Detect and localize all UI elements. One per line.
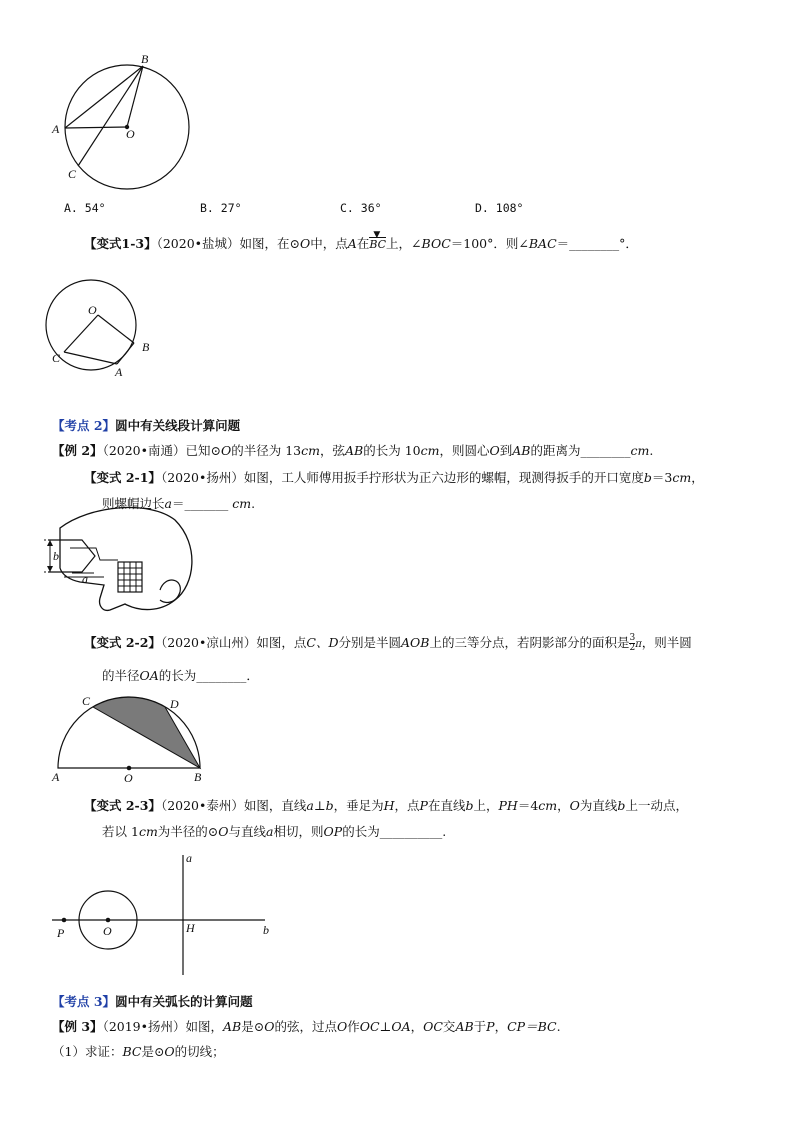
question-text: 是⊙ [141, 1044, 165, 1059]
point-label-o: O [88, 303, 97, 317]
section-tag: 【考点 3】 [52, 994, 116, 1009]
point-label-o: O [126, 127, 135, 141]
option-a[interactable]: A. 54° [64, 201, 106, 215]
question-text: 则螺帽边长 [102, 496, 165, 511]
math-var: C、D [306, 635, 339, 650]
question-text: 与直线 [228, 824, 267, 839]
math-var: O [300, 236, 311, 251]
label-a: a [82, 572, 88, 586]
point-label-c: C [68, 167, 77, 181]
point-label-c: C [82, 694, 91, 708]
section-title: 圆中有关弧长的计算问题 [115, 994, 253, 1009]
question-text: 已知⊙ [185, 443, 221, 458]
question-text: （1）求证： [52, 1044, 123, 1059]
math-var: BOC [421, 236, 451, 251]
question-text: ， [494, 1019, 508, 1034]
question-tag: 【变式 2-1】 [84, 470, 161, 485]
math-var: AB [223, 1019, 242, 1034]
question-text: 交 [442, 1019, 456, 1034]
question-text: 于 [473, 1019, 487, 1034]
question-source: （2020•泰州） [160, 798, 244, 813]
question-text: 中，点 [310, 236, 348, 251]
question-text: 的半径 [102, 668, 140, 683]
question-text: 的长为 [342, 824, 380, 839]
answer-blank[interactable]: ________ [196, 668, 247, 683]
question-text: 为直线 [579, 798, 618, 813]
math-var: P [486, 1019, 495, 1034]
point-label-b: B [142, 340, 150, 354]
math-var: b [465, 798, 474, 813]
fraction-denominator: 2 [629, 643, 636, 653]
section-heading-kaodian-3 [52, 994, 253, 1010]
question-source: （2019•扬州） [102, 1019, 186, 1034]
math-var: a [164, 496, 172, 511]
unit: cm [672, 470, 692, 485]
question-source: （2020•南通） [102, 443, 186, 458]
point-label-h: H [186, 921, 195, 935]
point-label-a: A [52, 770, 60, 784]
unit: cm [538, 798, 558, 813]
example-3-part-1 [52, 1044, 225, 1060]
question-text: . [556, 1019, 561, 1034]
example-3 [52, 1019, 561, 1035]
question-source: （2020•扬州） [160, 470, 244, 485]
math-var: O [336, 1019, 348, 1034]
point-label-a: A [115, 365, 123, 379]
line-label-b: b [263, 923, 269, 937]
line-label-a: a [186, 851, 192, 865]
label-b: b [53, 549, 59, 563]
question-text: ． [246, 668, 259, 683]
point-label-d: D [170, 697, 179, 711]
answer-blank[interactable]: __________ [379, 824, 443, 839]
question-text: 为半径的⊙ [157, 824, 219, 839]
question-text: 上的三等分点，若阴影部分的面积是 [429, 635, 630, 650]
math-var: OA [139, 668, 159, 683]
point-label-c: C [52, 351, 61, 365]
math-var: A [347, 236, 357, 251]
math-var: π [635, 639, 642, 650]
question-text: ，则半圆 [641, 635, 692, 650]
math-var: AB [455, 1019, 474, 1034]
question-text: 的切线； [174, 1044, 225, 1059]
section-title: 圆中有关线段计算问题 [115, 418, 241, 433]
arc-mark-icon: ▼ [373, 230, 381, 240]
option-c[interactable]: C. 36° [340, 201, 382, 215]
question-text: 相切，则 [273, 824, 324, 839]
math-var: AB [512, 443, 531, 458]
question-text: ＝ [556, 236, 570, 251]
question-source: （2020•盐城） [156, 236, 240, 251]
math-var: b [643, 470, 652, 485]
point-label-o: O [103, 924, 112, 938]
question-text: 的长为 10 [363, 443, 421, 458]
question-text: ＝4 [517, 798, 539, 813]
example-tag: 【例 3】 [52, 1019, 103, 1034]
question-text: 如图，在⊙ [239, 236, 301, 251]
math-var: b [617, 798, 626, 813]
unit: cm [630, 443, 650, 458]
question-text: 在直线 [427, 798, 466, 813]
math-var: AOB [401, 635, 430, 650]
question-text: 在 [356, 236, 370, 251]
question-text: . [649, 443, 654, 458]
question-text: 如图，工人师傅用扳手拧形状为正六边形的螺帽，现测得扳手的开口宽度 [243, 470, 644, 485]
point-label-p: P [57, 926, 65, 940]
example-tag: 【例 2】 [52, 443, 103, 458]
question-text: 如图，直线 [243, 798, 307, 813]
math-var: O [569, 798, 580, 813]
question-text: ， [410, 1019, 424, 1034]
question-tag: 【变式1-3】 [84, 236, 157, 251]
question-text: ，弦 [319, 443, 345, 458]
math-var: a⊥b [306, 798, 334, 813]
math-var: P [419, 798, 428, 813]
question-text: 分别是半圆 [338, 635, 401, 650]
question-tag: 【变式 2-3】 [84, 798, 161, 813]
question-text: ＝ [171, 496, 185, 511]
question-text: ， [691, 470, 704, 485]
question-text: ，则圆心 [439, 443, 490, 458]
math-var: PH [498, 798, 518, 813]
math-var: OC⊥OA [359, 1019, 411, 1034]
point-label-a: A [52, 122, 60, 136]
question-text: 如图， [185, 1019, 224, 1034]
question-text: ， [557, 798, 570, 813]
unit: cm [301, 443, 320, 458]
question-text: ＝3 [651, 470, 673, 485]
question-text: ＝100°．则∠ [450, 236, 529, 251]
question-text: 若以 1 [102, 824, 139, 839]
math-var: O [489, 443, 500, 458]
question-tag: 【变式 2-2】 [84, 635, 161, 650]
question-text: 上一动点， [625, 798, 688, 813]
question-text: . [442, 824, 447, 839]
math-var: CP＝BC [507, 1019, 557, 1034]
answer-blank[interactable]: ________ [569, 236, 620, 251]
question-text: ，垂足为 [333, 798, 384, 813]
point-label-b: B [141, 52, 149, 66]
arc-label: BC [369, 238, 387, 251]
option-b[interactable]: B. 27° [200, 201, 242, 215]
question-text: 的距离为 [530, 443, 581, 458]
question-text: 如图，点 [256, 635, 307, 650]
math-var: H [383, 798, 395, 813]
question-text: °． [619, 236, 638, 251]
math-var: O [220, 443, 232, 458]
question-text: 到 [499, 443, 513, 458]
point-label-b: B [194, 770, 202, 784]
question-text: 作 [347, 1019, 360, 1034]
answer-blank[interactable]: _______ [184, 496, 229, 511]
math-var: BAC [528, 236, 557, 251]
math-var: O [264, 1019, 275, 1034]
math-var: OC [423, 1019, 443, 1034]
point-label-o: O [124, 771, 133, 785]
math-var: O [164, 1044, 175, 1059]
math-var: AB [345, 443, 364, 458]
section-tag: 【考点 2】 [52, 418, 116, 433]
unit: cm [138, 824, 158, 839]
question-text: 的弦，过点 [274, 1019, 337, 1034]
unit: cm [420, 443, 440, 458]
answer-blank[interactable]: ________ [580, 443, 631, 458]
question-text: 上，∠ [386, 236, 422, 251]
fraction-numerator: 3 [629, 633, 636, 643]
question-text: 是⊙ [241, 1019, 265, 1034]
unit: cm [232, 496, 252, 511]
question-text: 的半径为 13 [231, 443, 302, 458]
option-d[interactable]: D. 108° [475, 201, 524, 215]
math-var: BC [122, 1044, 142, 1059]
question-text: . [251, 496, 256, 511]
math-var: a [266, 824, 274, 839]
question-text: ，点 [394, 798, 420, 813]
math-var: O [218, 824, 229, 839]
question-text: 上， [473, 798, 499, 813]
question-text: 的长为 [158, 668, 197, 683]
question-source: （2020•凉山州） [160, 635, 257, 650]
math-var: OP [323, 824, 343, 839]
